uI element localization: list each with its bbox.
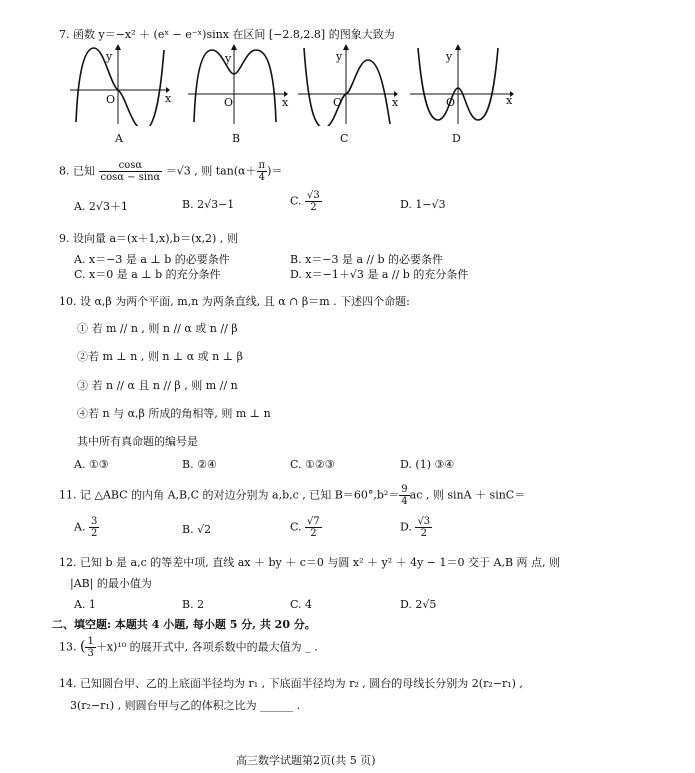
graph-b-origin: O (224, 96, 234, 109)
graph-b (188, 44, 288, 126)
graph-c (298, 44, 398, 126)
q10-option-c: C. ①②③ (290, 458, 335, 471)
graph-c-x-label: x (392, 96, 399, 109)
q12-option-d: D. 2√5 (400, 598, 437, 611)
q11-option-a (74, 516, 99, 539)
q11-option-b: B. √2 (182, 523, 212, 536)
graph-c-origin: O (333, 96, 343, 109)
q9-option-c: C. x＝0 是 a ⊥ b 的充分条件 (74, 268, 221, 281)
q12-option-a: A. 1 (74, 598, 96, 611)
q10-stem: 10. 设 α,β 为两个平面, m,n 为两条直线, 且 α ∩ β＝m . 下述四个命题: (59, 295, 410, 308)
page-footer: 高三数学试题第2页(共 5 页) (236, 754, 376, 767)
q10-statement-1: ① 若 m // n , 则 n // α 或 n // β (77, 322, 238, 335)
q10-statement-2: ②若 m ⊥ n , 则 n ⊥ α 或 n ⊥ β (77, 350, 243, 363)
graph-b-x-label: x (282, 96, 289, 109)
q7-stem: 7. 函数 y＝−x² ＋ (eˣ − e⁻ˣ)sinx 在区间 [−2.8,2.8] 的图象大致为 (59, 28, 395, 41)
q8-frac-num: cosα (99, 160, 163, 172)
q11-option-c-label: C. (290, 520, 302, 534)
q11-option-c-fraction (305, 516, 322, 539)
graph-d-x-label: x (506, 94, 513, 107)
q11-option-a-label: A. (74, 520, 86, 534)
q14-line2: 3(r₂−r₁) , 则圆台甲与乙的体积之比为 ______ . (70, 699, 301, 712)
q11-frac-num: 9 (401, 484, 408, 495)
q8-pi-num: π (258, 160, 266, 171)
q8-option-d: D. 1−√3 (400, 198, 446, 211)
q11-frac-den: 4 (401, 496, 408, 507)
q10-option-d: D. (1) ③④ (400, 458, 455, 471)
q8-option-b: B. 2√3−1 (182, 198, 235, 211)
q11-option-c-den: 2 (310, 528, 317, 539)
q8-option-c (290, 190, 322, 213)
q14-line1: 14. 已知圆台甲、乙的上底面半径均为 r₁ , 下底面半径均为 r₂ , 圆台的母线长分别为 2(r₂−r₁) , (59, 677, 523, 690)
q13-stem (59, 636, 318, 659)
q11-option-d-num: √3 (417, 516, 431, 527)
q11-option-a-fraction (89, 516, 99, 539)
q13-open-paren: ( (80, 638, 86, 655)
graph-a (70, 44, 170, 126)
q8-pi-den: 4 (258, 172, 266, 183)
graph-a-x-label: x (165, 92, 172, 105)
q12-line2: |AB| 的最小值为 (70, 577, 152, 590)
q8-option-c-den: 2 (310, 202, 317, 213)
q10-option-a: A. ①③ (74, 458, 109, 471)
q8-frac-den: cosα − sinα (100, 172, 161, 183)
q11-option-d-den: 2 (420, 528, 427, 539)
q11-tail: ac , 则 sinA ＋ sinC＝ (409, 488, 526, 502)
q8-tail: )＝ (267, 164, 283, 178)
q12-option-b: B. 2 (182, 598, 205, 611)
q12-line1: 12. 已知 b 是 a,c 的等差中项, 直线 ax ＋ by ＋ c＝0 与圆 x² ＋ y² ＋ 4y − 1＝0 交于 A,B 两 点, 则 (59, 556, 561, 569)
q8-stem (59, 160, 282, 183)
q11-stem (59, 484, 525, 507)
q11-fraction (399, 484, 409, 507)
graph-c-y-label: y (336, 50, 343, 63)
q11-lead: 11. 记 △ABC 的内角 A,B,C 的对边分别为 a,b,c , 已知 B＝60°,b²＝ (59, 488, 400, 502)
q8-option-a: A. 2√3＋1 (74, 200, 128, 213)
q12-option-c: C. 4 (290, 598, 313, 611)
q11-option-a-num: 3 (90, 516, 98, 527)
q13-frac-den: 3 (87, 648, 94, 659)
graph-b-y-label: y (225, 52, 232, 65)
graph-c-label: C (340, 132, 349, 145)
graph-a-y-label: y (106, 50, 113, 63)
q9-option-a: A. x＝−3 是 a ⊥ b 的必要条件 (74, 253, 230, 266)
q11-option-d-label: D. (400, 520, 412, 534)
graph-d-origin: O (446, 96, 456, 109)
q9-option-b: B. x＝−3 是 a // b 的必要条件 (290, 253, 443, 266)
q10-option-b: B. ②④ (182, 458, 217, 471)
section-2-heading: 二、填空题: 本题共 4 小题, 每小题 5 分, 共 20 分。 (52, 618, 316, 631)
graph-a-origin: O (106, 93, 116, 106)
q8-pi-fraction (257, 160, 268, 183)
q8-lead: 8. 已知 (59, 164, 95, 178)
graph-a-label: A (115, 132, 123, 145)
q13-frac-num: 1 (87, 636, 94, 647)
q13-fraction (85, 636, 95, 659)
q10-ask: 其中所有真命题的编号是 (77, 435, 198, 448)
q9-option-d: D. x＝−1＋√3 是 a // b 的充分条件 (290, 268, 469, 281)
graph-b-label: B (232, 132, 241, 145)
graph-d (410, 44, 514, 126)
q11-option-c-num: √7 (307, 516, 320, 527)
q13-lead: 13. (59, 640, 77, 654)
q8-fraction (99, 160, 163, 183)
q9-stem: 9. 设向量 a＝(x＋1,x),b＝(x,2) , 则 (59, 232, 238, 245)
q10-statement-3: ③ 若 n // α 且 n // β , 则 m // n (77, 379, 238, 392)
q8-option-c-num: √3 (307, 190, 320, 201)
q11-option-c (290, 516, 322, 539)
q8-option-c-label: C. (290, 194, 302, 208)
q11-option-d (400, 516, 432, 539)
q13-tail: ＋x)¹⁰ 的展开式中, 各项系数中的最大值为 _ . (95, 640, 318, 654)
q11-option-a-den: 2 (90, 528, 98, 539)
graph-d-y-label: y (446, 50, 453, 63)
graph-d-label: D (452, 132, 461, 145)
q8-mid: ＝√3 , 则 tan(α＋ (165, 164, 257, 178)
q11-option-d-fraction (415, 516, 432, 539)
q8-option-c-fraction (305, 190, 322, 213)
q10-statement-4: ④若 n 与 α,β 所成的角相等, 则 m ⊥ n (77, 407, 271, 420)
